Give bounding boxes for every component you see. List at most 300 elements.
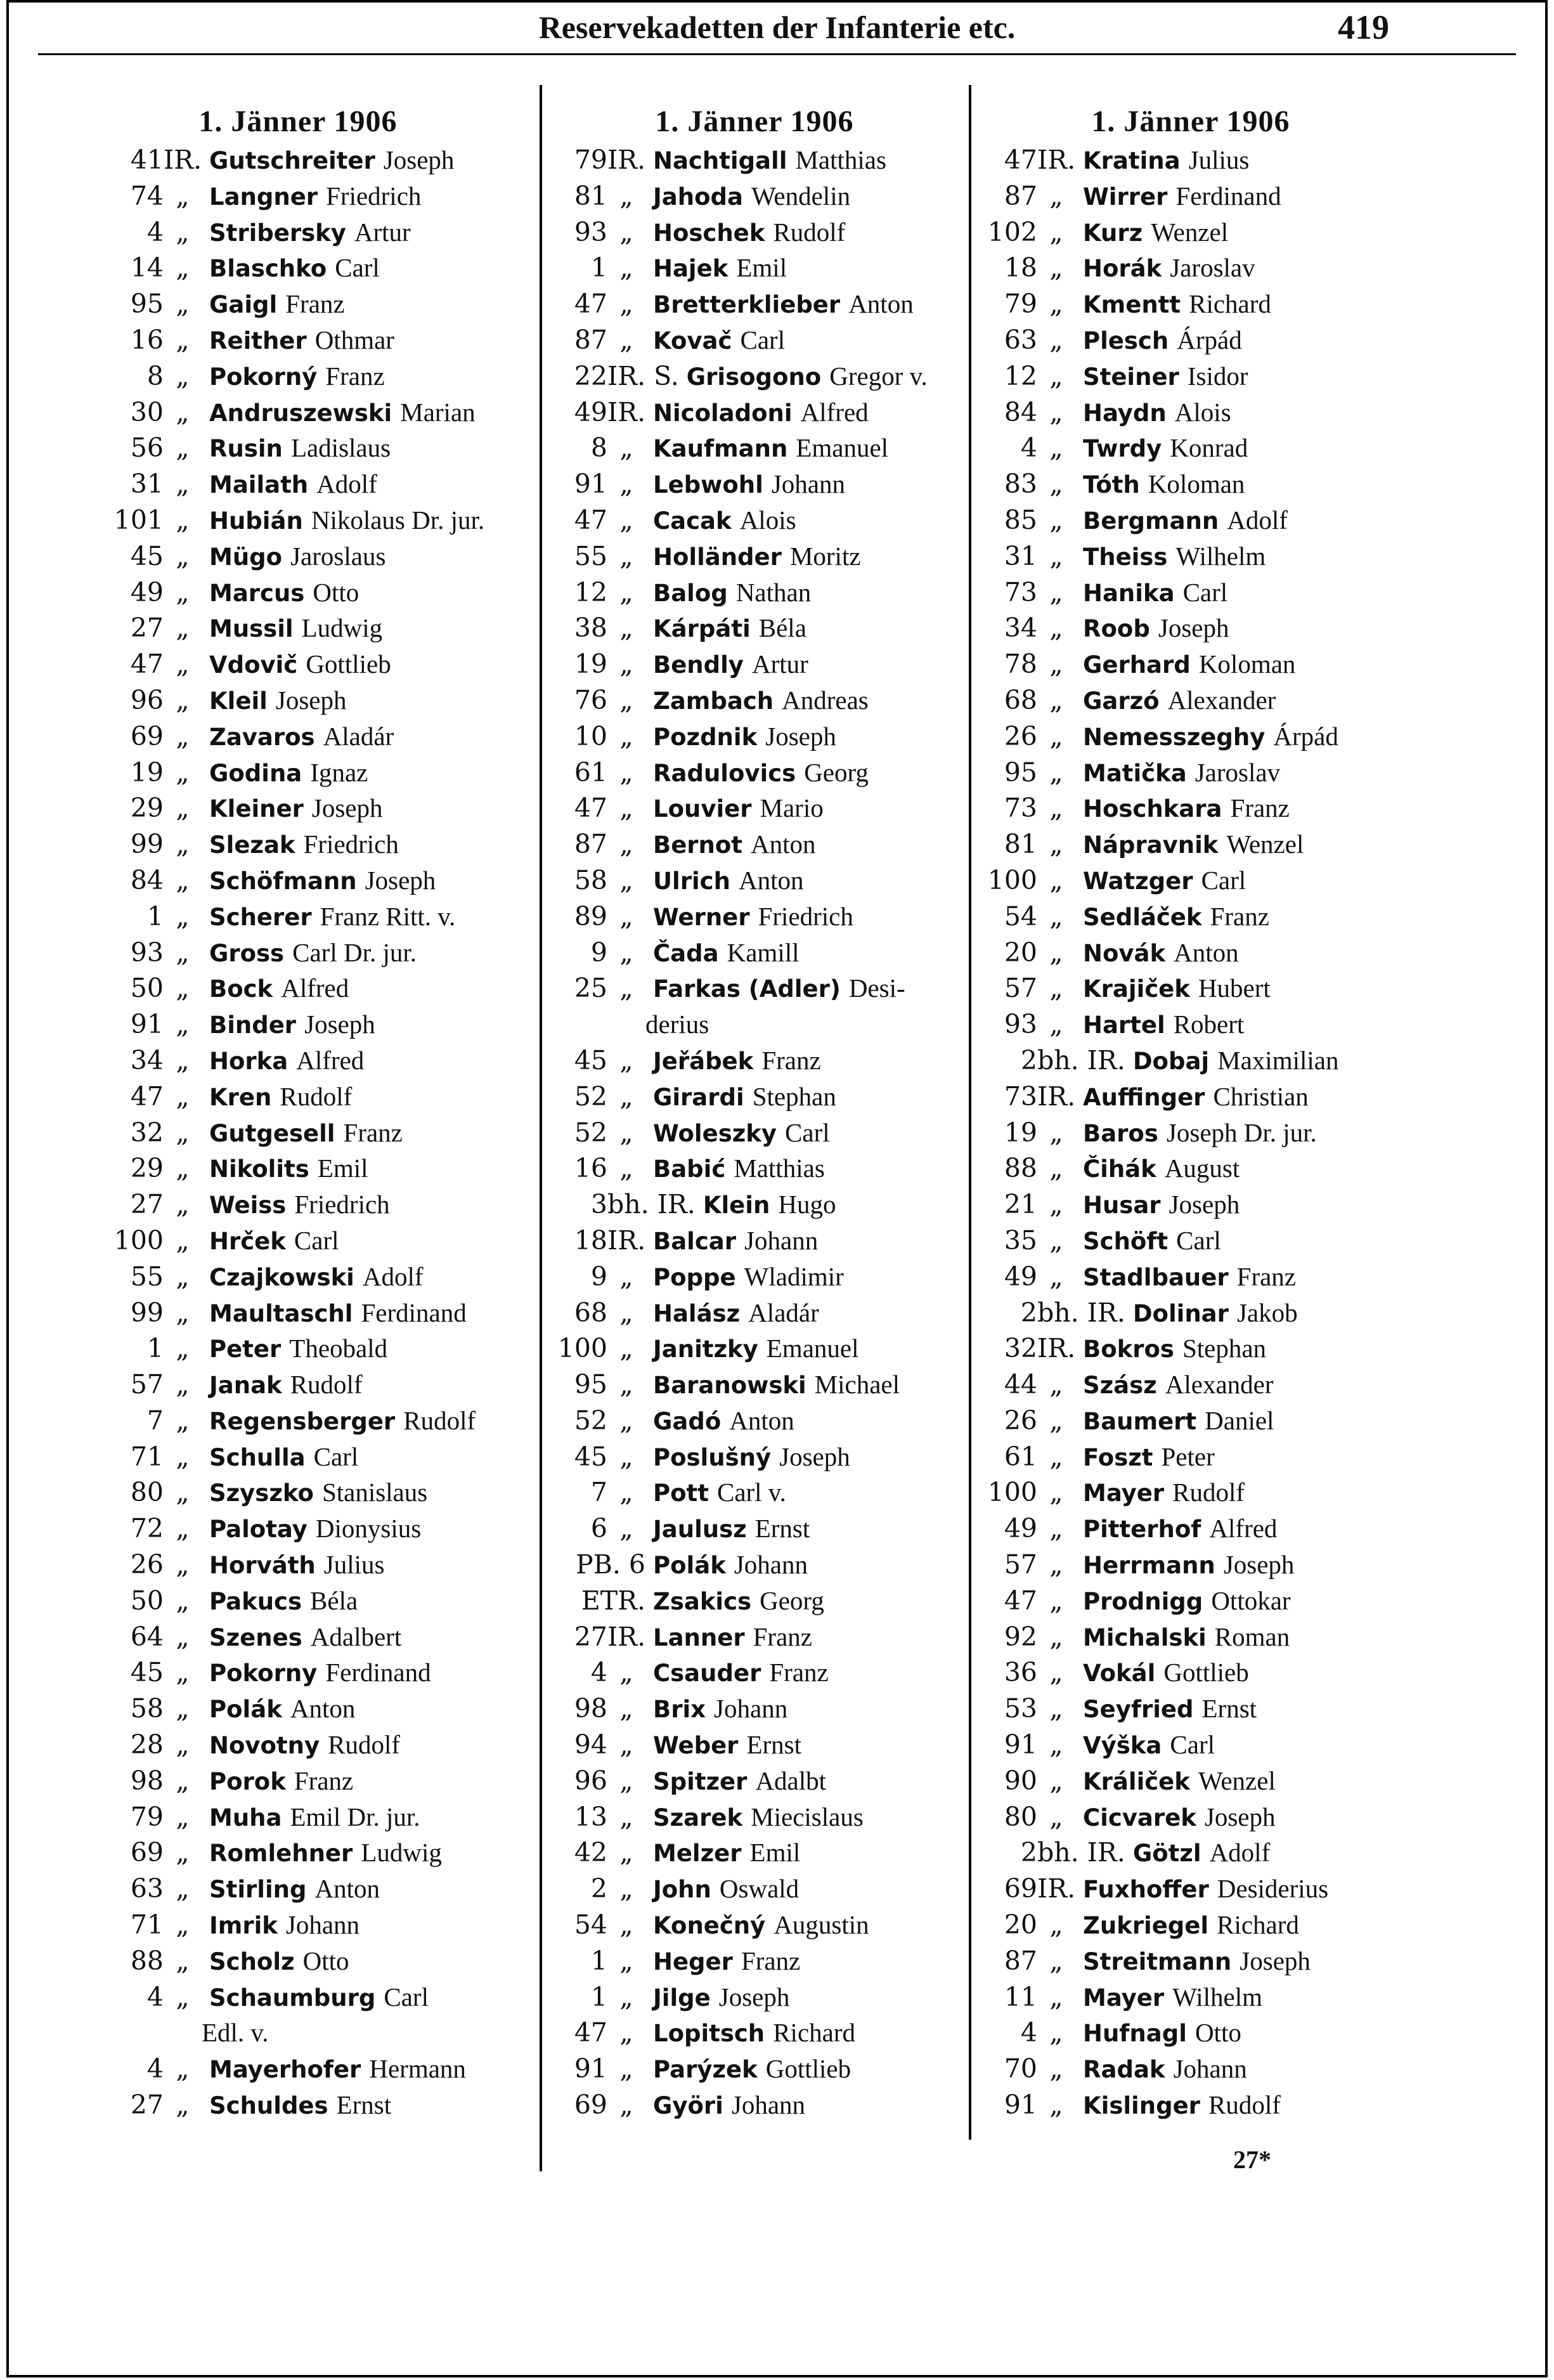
regiment-number: 20 [1004,937,1037,968]
cadet-name [645,719,836,755]
regiment-number: 20 [1004,1909,1037,1941]
entry-list [552,142,964,2123]
surname: Woleszky [653,1119,777,1147]
list-item [108,502,533,538]
unit-abbreviation: „ [619,1369,633,1400]
given-name: Otto [1195,2018,1241,2048]
given-name: Robert [1173,1010,1245,1039]
surname: Janitzky [653,1336,758,1363]
column-heading: 1. Jänner 1906 [1091,105,1290,138]
list-item [108,899,533,935]
list-item [108,682,533,719]
given-name: Ferdinand [325,1658,431,1687]
regiment-number: 80 [130,1477,164,1508]
unit-abbreviation: „ [176,1297,190,1328]
given-name: Árpád [1273,721,1338,751]
list-item [108,1907,533,1943]
surname: Nemesszeghy [1083,723,1266,751]
regiment-number: 16 [130,324,164,355]
cadet-name [645,214,845,250]
given-name: Joseph [1223,1550,1295,1580]
surname: Romlehner [209,1840,353,1868]
surname: Kleiner [209,795,304,823]
given-name: Matthias [734,1154,825,1183]
unit-abbreviation: „ [176,1117,190,1148]
unit-abbreviation: „ [619,1513,633,1544]
list-item [108,1763,533,1799]
regiment-number: 2 [590,1873,607,1904]
cadet-name [645,682,869,719]
list-item [552,1727,964,1763]
given-name: Nathan [735,577,812,607]
list-item [108,1511,533,1547]
list-item [552,899,964,935]
regiment-number: 74 [130,180,164,211]
cadet-name [645,502,796,538]
regiment-number: 27 [574,1621,607,1652]
surname: Kislinger [1083,2092,1200,2120]
regiment-number: 12 [1004,360,1037,391]
list-item [108,1835,533,1871]
surname: Gross [209,939,285,967]
surname: Pokorný [209,363,318,391]
surname: Wirrer [1083,183,1168,211]
given-name: Miecislaus [751,1802,864,1831]
cadet-name [1075,970,1271,1006]
cadet-name [645,2051,851,2087]
given-name: Moritz [789,541,861,571]
regiment-number: 84 [130,864,164,895]
given-name: Alois [1174,397,1231,427]
given-name: Franz [1236,1261,1297,1291]
regiment-number: 52 [574,1081,607,1112]
given-name: Emil Dr. jur. [290,1802,420,1831]
list-item [981,1295,1387,1331]
given-name: Rudolf [290,1370,363,1400]
given-name: Adolf [316,469,377,499]
surname: Brix [653,1696,706,1724]
regiment-number: 10 [574,720,607,751]
given-name: Joseph [1169,1190,1240,1219]
given-name: Richard [773,2018,855,2048]
given-name: Franz [753,1622,812,1651]
given-name: Carl [313,1441,359,1471]
given-name: Michael [814,1370,900,1400]
surname: Kovač [653,327,732,354]
given-name: Alfred [296,1045,365,1075]
regiment-number [552,1006,607,1043]
cadet-name [645,1547,808,1583]
list-item [552,1979,964,2015]
given-name: Carl [1201,865,1246,895]
surname: Horváth [209,1552,316,1580]
list-item [981,610,1387,646]
surname: Gutgesell [209,1119,335,1147]
regiment-number: 1 [590,252,607,283]
list-item [981,2051,1387,2087]
regiment-number: 93 [130,937,164,968]
surname: Krajiček [1083,975,1190,1003]
unit-abbreviation: „ [1049,1477,1063,1508]
signature-mark: 27* [1233,2145,1271,2174]
unit-abbreviation: „ [1049,1441,1063,1472]
cadet-name [1075,1079,1309,1115]
list-item [552,1115,964,1151]
unit-abbreviation: bh. IR. [1037,1837,1125,1868]
surname: Novotny [209,1732,320,1760]
list-item [552,755,964,791]
surname: Szász [1083,1372,1157,1400]
list-item [108,1547,533,1583]
cadet-name [645,1115,830,1151]
surname: Bretterklieber [653,291,841,319]
given-name: Ernst [754,1514,810,1544]
cadet-name [202,1691,355,1727]
regiment-number: 73 [1004,576,1037,608]
regiment-number: 98 [574,1693,607,1724]
given-name: Desi- [848,973,905,1003]
cadet-name [645,2087,805,2123]
regiment-number: 49 [130,576,164,608]
surname: Radak [1083,2056,1165,2084]
regiment-number: PB. 6 [576,1549,645,1580]
unit-abbreviation: „ [176,720,190,751]
regiment-number: 12 [574,576,607,608]
surname: Jeřábek [653,1047,754,1075]
cadet-name [202,1079,352,1115]
regiment-number: 87 [574,829,607,860]
given-name: Rudolf [328,1730,401,1760]
unit-abbreviation: „ [619,2017,633,2048]
list-item [552,358,964,394]
cadet-name [1075,1907,1299,1943]
given-name: Konrad [1170,433,1248,463]
cadet-name [645,935,800,971]
surname: Bokros [1083,1336,1174,1363]
given-name: Wendelin [751,181,851,211]
unit-abbreviation: „ [176,1189,190,1220]
unit-abbreviation: „ [176,1981,190,2012]
given-name: Rudolf [280,1081,353,1111]
cadet-name [202,935,417,971]
regiment-number: 14 [130,252,164,283]
list-item [981,1907,1387,1943]
surname: Watzger [1083,867,1193,895]
cadet-name [1075,250,1255,286]
unit-abbreviation: „ [176,1513,190,1544]
regiment-number: 18 [574,1225,607,1256]
cadet-name [1075,394,1231,431]
cadet-name [645,430,888,466]
unit-abbreviation: „ [1049,216,1063,247]
surname: Polák [209,1696,282,1724]
cadet-name [202,1295,467,1331]
list-item [108,2087,533,2123]
cadet-name [202,1835,442,1871]
list-item [552,1187,964,1223]
given-name: Anton [729,1405,794,1435]
regiment-number: 69 [130,1837,164,1868]
given-name: Johann [731,2090,806,2120]
given-name: Ernst [746,1730,802,1760]
unit-abbreviation: „ [176,1333,190,1364]
unit-abbreviation: „ [1049,613,1063,644]
unit-abbreviation: „ [1049,324,1063,355]
list-item [552,178,964,214]
unit-abbreviation: „ [619,1873,633,1904]
surname: Halász [653,1299,741,1327]
given-name: Franz [285,289,345,319]
given-name: Gottlieb [765,2054,851,2084]
list-item [981,538,1387,575]
unit-abbreviation: „ [1049,1225,1063,1256]
regiment-number: 38 [574,613,607,644]
given-name: Augustin [774,1910,869,1940]
given-name: Ludwig [301,613,383,643]
cadet-name [645,1979,789,2015]
unit-abbreviation: „ [1049,720,1063,751]
regiment-number: 87 [1004,180,1037,211]
list-item [108,1330,533,1367]
surname: Schöfmann [209,867,357,895]
regiment-number: 99 [130,829,164,860]
unit-abbreviation: „ [619,1333,633,1364]
regiment-number: 96 [130,684,164,715]
regiment-number: 26 [130,1549,164,1580]
unit-abbreviation: „ [176,1621,190,1652]
given-name: Johann [714,1694,788,1724]
surname: Kárpáti [653,615,751,643]
given-name: Wilhelm [1172,1982,1262,2012]
cadet-name [645,1403,794,1439]
cadet-name [202,178,421,214]
surname: Kurz [1083,219,1143,247]
given-name: Maximilian [1217,1045,1339,1075]
regiment-number: 47 [574,289,607,320]
list-item [981,1150,1387,1187]
list-item [552,1871,964,1907]
regiment-number: 54 [1004,901,1037,932]
surname: Schuldes [209,2092,328,2120]
unit-abbreviation: „ [1049,1693,1063,1724]
surname: Melzer [653,1840,742,1868]
unit-abbreviation: „ [619,540,633,571]
regiment-number: 47 [130,649,164,680]
surname: Götzl [1132,1840,1201,1868]
unit-abbreviation: „ [1049,504,1063,535]
surname: Fuxhoffer [1083,1876,1209,1904]
cadet-name [645,286,914,322]
surname: Zambach [653,687,774,715]
unit-abbreviation: „ [619,324,633,355]
given-name: Peter [1161,1441,1215,1471]
cadet-name [645,1871,799,1907]
cadet-name [679,358,928,394]
surname: Baros [1083,1119,1158,1147]
cadet-name [202,466,377,502]
surname: Louvier [653,795,752,823]
surname: Zukriegel [1083,1912,1209,1940]
given-name: Joseph [365,865,436,895]
given-name: Adalbt [755,1765,827,1795]
list-item [981,502,1387,538]
list-item [108,1619,533,1655]
surname: Čihák [1083,1155,1156,1183]
regiment-number: 28 [130,1729,164,1760]
regiment-number: 8 [146,360,164,391]
list-item [108,1474,533,1511]
regiment-number: 90 [1004,1765,1037,1796]
list-item [981,1547,1387,1583]
unit-abbreviation: „ [619,1657,633,1688]
cadet-name [1075,1727,1215,1763]
regiment-number: 29 [130,1153,164,1184]
cadet-name [1075,322,1242,358]
list-item [981,1727,1387,1763]
given-name: Richard [1217,1910,1299,1940]
given-name: Desiderius [1217,1874,1329,1904]
regiment-number: 63 [1004,324,1037,355]
cadet-name [1075,286,1271,322]
regiment-number: 8 [590,432,607,464]
cadet-name [202,502,484,538]
unit-abbreviation: „ [176,1585,190,1616]
list-item [552,1295,964,1331]
unit-abbreviation: „ [1049,2090,1063,2121]
given-name: Béla [310,1585,358,1615]
given-name: Joseph [275,685,347,715]
surname: Plesch [1083,327,1169,354]
regiment-number: 91 [1004,2090,1037,2121]
surname: John [653,1876,711,1904]
list-item [552,1511,964,1547]
unit-abbreviation: „ [176,1225,190,1256]
regiment-number: 11 [1004,1981,1037,2012]
unit-abbreviation: „ [176,649,190,680]
cadet-name [202,214,411,250]
surname: Zsakics [653,1587,752,1615]
regiment-number: 19 [1004,1117,1037,1148]
cadet-name [1075,1367,1274,1403]
scan-border-left [6,0,9,2377]
given-name: Ferdinand [361,1297,467,1327]
surname: Hoschek [653,219,765,247]
cadet-name [202,1367,363,1403]
given-name: Franz [769,1658,829,1687]
unit-abbreviation: „ [176,1153,190,1184]
regiment-number: 91 [1004,1729,1037,1760]
cadet-name [202,862,436,899]
cadet-name [1075,142,1249,178]
surname: Bock [209,975,273,1003]
unit-abbreviation: „ [619,1153,633,1184]
cadet-name [645,1763,826,1799]
unit-abbreviation: bh. IR. [607,1189,696,1220]
unit-abbreviation: „ [619,1981,633,2012]
list-item [108,1367,533,1403]
cadet-name [202,322,394,358]
cadet-name [202,1474,427,1511]
page-number: 419 [1338,8,1389,46]
regiment-number: 4 [590,1657,607,1688]
list-item [552,575,964,611]
list-item [108,1655,533,1691]
given-name: Dionysius [315,1514,422,1544]
unit-abbreviation: „ [176,1657,190,1688]
given-name: Andreas [782,685,869,715]
list-item [981,1871,1387,1907]
regiment-number: 69 [574,2090,607,2121]
surname: Hufnagl [1083,2020,1187,2048]
cadet-name [645,2015,855,2051]
unit-abbreviation: IR. S. [607,360,679,391]
regiment-number: 36 [1004,1657,1037,1688]
unit-abbreviation: „ [619,757,633,788]
surname: Mayer [1083,1984,1165,2012]
unit-abbreviation: „ [176,469,190,500]
unit-abbreviation: „ [1049,901,1063,932]
regiment-number: 1 [590,1945,607,1976]
list-item [981,250,1387,286]
given-name: Georg [804,757,869,787]
given-name: Rudolf [403,1405,476,1435]
cadet-name [645,790,824,826]
list-item [108,646,533,682]
cadet-name [202,1330,387,1367]
given-name: Carl [1176,1225,1221,1255]
cadet-name [202,1259,424,1295]
surname: Grisogono [686,363,822,391]
regiment-number: 81 [574,180,607,211]
given-name: Ferdinand [1175,181,1281,211]
list-item [552,394,964,431]
given-name: Joseph [311,793,383,823]
surname: Ulrich [653,867,730,895]
surname: Hoschkara [1083,795,1222,823]
regiment-number: 100 [113,1225,164,1256]
surname: Palotay [209,1516,308,1544]
list-item [981,1259,1387,1295]
surname: Czajkowski [209,1263,354,1291]
surname: Janak [209,1372,282,1400]
surname: Cicvarek [1083,1804,1196,1831]
list-item [981,1043,1387,1079]
given-name: Carl [384,1982,429,2012]
cadet-name [645,1691,787,1727]
surname: Cacak [653,507,732,535]
cadet-name [1075,610,1229,646]
surname: Horka [209,1047,288,1075]
unit-abbreviation: IR. [1037,1333,1076,1364]
surname: Zavaros [209,723,315,751]
list-item [108,358,533,394]
list-item [981,935,1387,971]
header-rule [38,53,1516,55]
regiment-number: 73 [1004,1081,1037,1112]
unit-abbreviation: „ [1049,973,1063,1004]
unit-abbreviation: IR. [1037,1081,1076,1112]
unit-abbreviation: „ [1049,2053,1063,2084]
given-name: Adolf [1227,505,1288,535]
surname: Nápravnik [1083,831,1219,859]
cadet-name [645,1439,850,1475]
list-item [108,1583,533,1619]
cadet-name [1075,538,1266,575]
unit-abbreviation: IR. [1037,145,1076,175]
list-item [108,1943,533,1979]
regiment-number: 27 [130,1189,164,1220]
list-item [108,1043,533,1079]
